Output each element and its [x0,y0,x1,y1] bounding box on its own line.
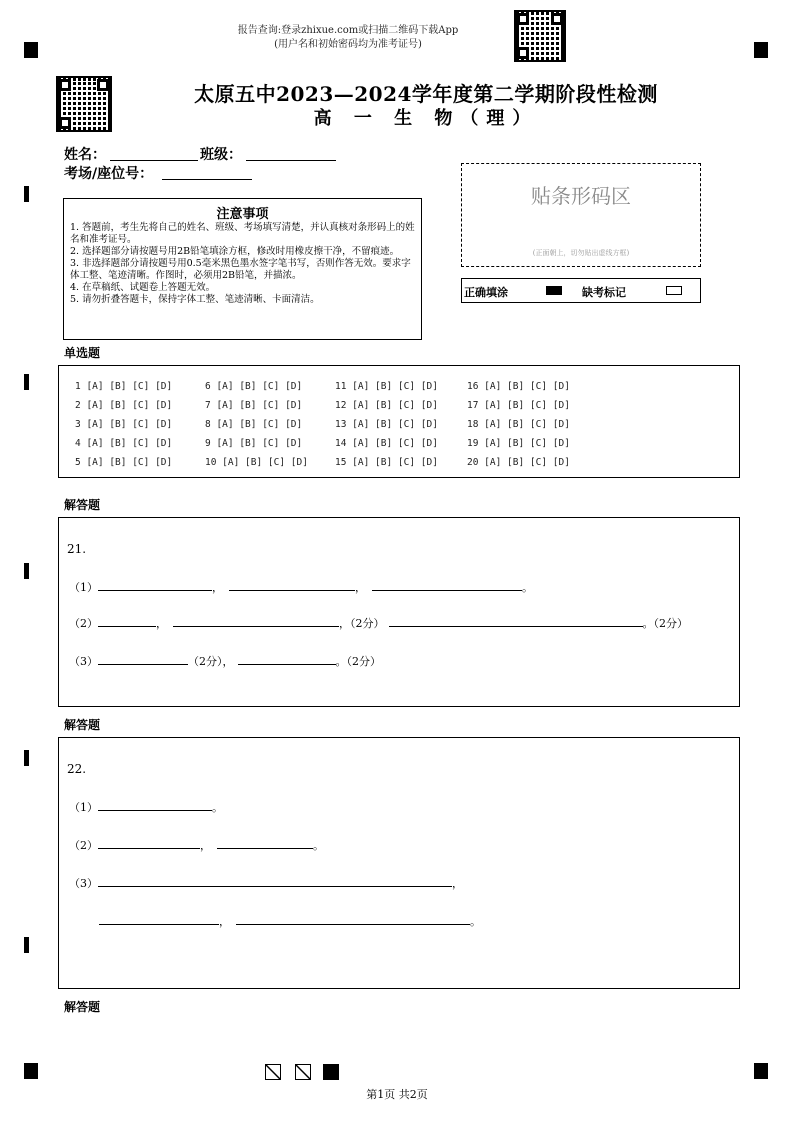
mcq-section-title: 单选题 [64,346,101,360]
q21-number: 21. [67,542,87,556]
mcq-row[interactable]: 7 [A] [B] [C] [D] [205,400,303,411]
alignment-mark-bottom-left [24,1063,38,1079]
q22-answer-box [58,737,740,989]
seat-label: 考场/座位号： [64,166,154,182]
exam-title: 太原五中2023—2024学年度第二学期阶段性检测 [194,82,658,106]
barcode-label: 贴条形码区 [531,184,631,208]
subject-title: 高 一 生 物（理） [313,108,539,129]
alignment-mark-top-left [24,42,38,58]
answer-blank[interactable] [217,836,313,849]
answer-blank[interactable] [229,578,355,591]
timing-mark [24,186,29,202]
answer-blank[interactable] [98,836,200,849]
barcode-area [461,163,701,267]
barcode-hint: (正面朝上，切勿贴出虚线方框) [532,249,630,257]
mcq-row[interactable]: 19 [A] [B] [C] [D] [467,438,570,449]
notice-item: 3. 非选择题部分请按题号用0.5毫米黑色墨水签字笔书写，否则作答无效。要求字体工整、笔迹清晰。作图时，必须用2B铅笔，并描浓。 [70,258,411,281]
mcq-row[interactable]: 15 [A] [B] [C] [D] [335,457,438,468]
q22-part3: （3） ， [69,874,463,891]
fill-example-box [461,278,701,303]
q21-section-title: 解答题 [64,498,101,512]
mcq-answer-box [58,365,740,478]
page-mark-slashed [265,1064,281,1080]
timing-mark [24,374,29,390]
q22-part1: （1） 。 [69,798,223,815]
notice-item: 4. 在草稿纸、试题卷上答题无效。 [70,282,216,293]
mcq-row[interactable]: 11 [A] [B] [C] [D] [335,381,438,392]
q22-part2: （2） ， 。 [69,836,324,853]
mcq-row[interactable]: 6 [A] [B] [C] [D] [205,381,303,392]
answer-blank[interactable] [98,578,212,591]
name-field[interactable] [110,160,198,161]
class-field[interactable] [246,160,336,161]
mcq-row[interactable]: 5 [A] [B] [C] [D] [75,457,173,468]
mcq-row[interactable]: 18 [A] [B] [C] [D] [467,419,570,430]
mcq-column-4[interactable] [467,377,570,472]
mcq-row[interactable]: 2 [A] [B] [C] [D] [75,400,173,411]
mcq-row[interactable]: 14 [A] [B] [C] [D] [335,438,438,449]
answer-blank[interactable] [98,874,452,887]
mcq-column-2[interactable] [205,377,308,472]
answer-blank[interactable] [372,578,522,591]
mcq-row[interactable]: 16 [A] [B] [C] [D] [467,381,570,392]
alignment-mark-bottom-right [754,1063,768,1079]
page-mark-filled [323,1064,339,1080]
mcq-row[interactable]: 3 [A] [B] [C] [D] [75,419,173,430]
class-label: 班级： [200,147,242,163]
page-number: 第1页 共2页 [366,1088,428,1101]
notice-list [64,222,421,306]
q21-part3: （3） （2分）， 。（2分） [69,652,381,669]
mcq-row[interactable]: 4 [A] [B] [C] [D] [75,438,173,449]
mcq-row[interactable]: 8 [A] [B] [C] [D] [205,419,303,430]
alignment-mark-top-right [754,42,768,58]
answer-blank[interactable] [236,912,470,925]
q22-number: 22. [67,762,87,776]
absent-mark-label: 缺考标记 [582,286,626,299]
answer-blank[interactable] [99,912,219,925]
name-label: 姓名： [64,147,106,163]
page-mark-slashed [295,1064,311,1080]
mcq-row[interactable]: 17 [A] [B] [C] [D] [467,400,570,411]
notice-item: 2. 选择题部分请按题号用2B铅笔填涂方框，修改时用橡皮擦干净，不留痕迹。 [70,246,400,257]
sheet-qr-code [56,76,112,132]
absent-mark-box[interactable] [666,286,682,295]
mcq-row[interactable]: 1 [A] [B] [C] [D] [75,381,173,392]
notice-title: 注意事项 [216,207,269,222]
mcq-row[interactable]: 9 [A] [B] [C] [D] [205,438,303,449]
q22-part3-continued: ， 。 [99,912,481,929]
mcq-column-3[interactable] [335,377,438,472]
seat-field[interactable] [162,179,252,180]
mcq-row[interactable]: 12 [A] [B] [C] [D] [335,400,438,411]
mcq-row[interactable]: 10 [A] [B] [C] [D] [205,457,308,468]
notice-item: 1. 答题前，考生先将自己的姓名、班级、考场填写清楚，并认真核对条形码上的姓名和准考证号。 [70,222,415,245]
q21-part1: （1） ， ， 。 [69,578,533,595]
answer-blank[interactable] [98,652,188,665]
mcq-row[interactable]: 20 [A] [B] [C] [D] [467,457,570,468]
notice-box [63,198,422,340]
q21-part2: （2） ， ，（2分） 。（2分） [69,614,688,631]
answer-blank[interactable] [98,798,212,811]
answer-blank[interactable] [173,614,339,627]
mcq-column-1[interactable] [75,377,172,472]
answer-blank[interactable] [238,652,336,665]
app-qr-code [514,10,566,62]
mcq-row[interactable]: 13 [A] [B] [C] [D] [335,419,438,430]
q22-section-title: 解答题 [64,718,101,732]
timing-mark [24,563,29,579]
timing-mark [24,750,29,766]
q23-section-title: 解答题 [64,1000,101,1014]
answer-blank[interactable] [98,614,156,627]
answer-blank[interactable] [389,614,643,627]
filled-box-example [546,286,562,295]
notice-item: 5. 请勿折叠答题卡，保持字体工整、笔迹清晰、卡面清洁。 [70,294,320,305]
timing-mark [24,937,29,953]
correct-fill-label: 正确填涂 [464,286,508,299]
report-query-note: 报告查询:登录zhixue.com或扫描二维码下载App (用户名和初始密码均为准考证号) [237,25,459,50]
q21-answer-box [58,517,740,707]
